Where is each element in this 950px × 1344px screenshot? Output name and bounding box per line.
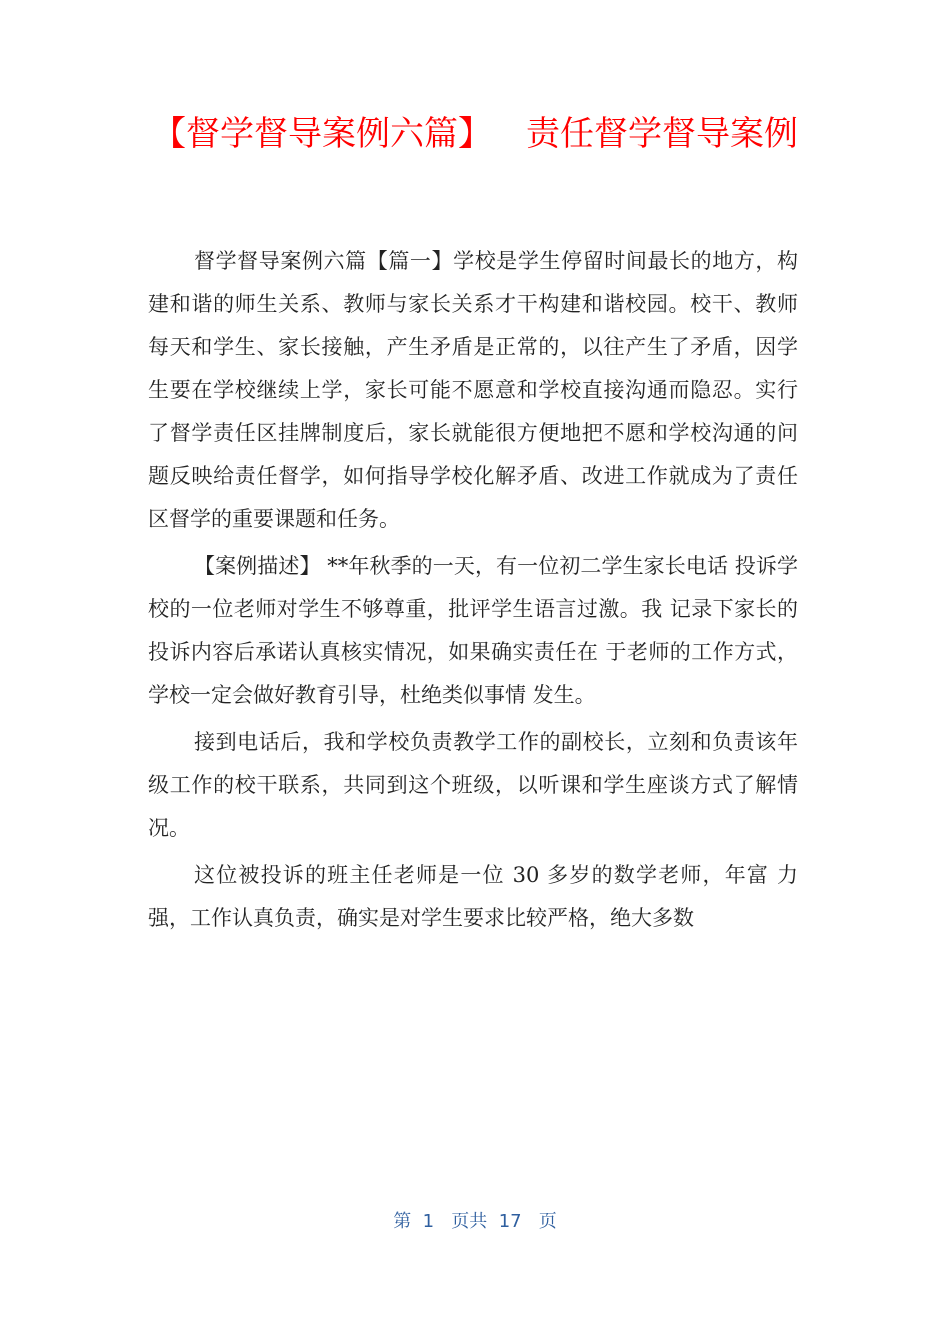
- paragraph-intro: 督学督导案例六篇【篇一】学校是学生停留时间最长的地方，构建和谐的师生关系、教师与家长关系才干构建和谐校园。校干、教师每天和学生、家长接触，产生矛盾是正常的，以往产生了矛盾，因学生要在学校继续上学，家长可能不愿意和学校直接沟通而隐忍。实行了督学责任区挂牌制度后，家长就能很方便地把不愿和学校沟通的问题反映给责任督学，如何指导学校化解矛盾、改进工作就成为了责任区督学的重要课题和任务。: [148, 249, 798, 531]
- document-body: [148, 240, 798, 944]
- title-bracketed: 【督学督导案例六篇】: [152, 114, 492, 154]
- document-title: [0, 112, 950, 156]
- title-subtitle: 责任督学督导案例: [526, 114, 798, 154]
- paragraph-investigation: 接到电话后，我和学校负责教学工作的副校长，立刻和负责该年级工作的校干联系，共同到这个班级，以听课和学生座谈方式了解情况。: [148, 730, 798, 840]
- paragraph-teacher: 这位被投诉的班主任老师是一位 30 多岁的数学老师，年富 力强，工作认真负责，确实是对学生要求比较严格，绝大多数: [148, 863, 798, 930]
- paragraph-case-description: 【案例描述】 **年秋季的一天，有一位初二学生家长电话 投诉学校的一位老师对学生不够尊重，批评学生语言过激。我 记录下家长的投诉内容后承诺认真核实情况，如果确实责任在 于老师的工作方式，学校一定会做好教育引导，杜绝类似事情 发生。: [148, 554, 798, 707]
- page-number-footer: 第 1 页共 17 页: [393, 1211, 557, 1232]
